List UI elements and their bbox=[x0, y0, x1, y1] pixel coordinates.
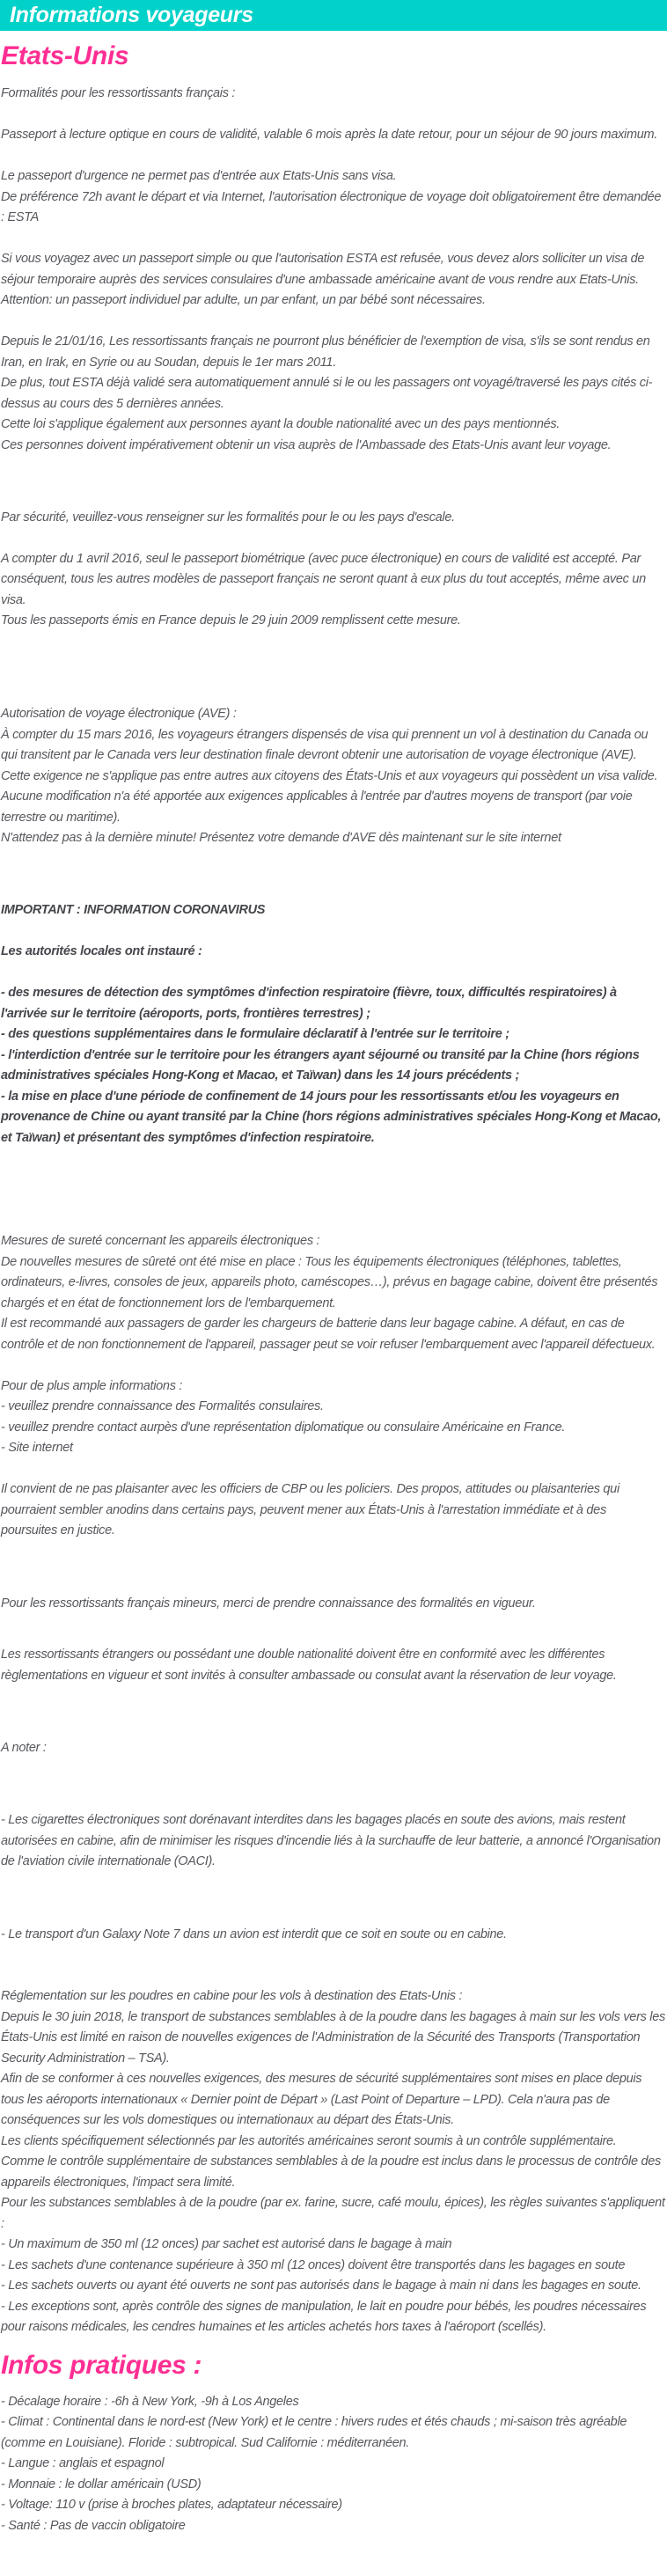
text-line: Les ressortissants étrangers ou possédant une double nationalité doivent être en conformité avec les différentes règlementations en vigueur et sont invités à consulter ambassade ou consulat avant la réservation de leur voyage. bbox=[1, 1648, 617, 1683]
text-line: Il convient de ne pas plaisanter avec les officiers de CBP ou les policiers. Des propos, attitudes ou plaisanteries qui pourraient sembler anodins dans certains pays, peuvent mener aux États-Unis à l'arrestation immédiate et à des poursuites en justice. bbox=[1, 1482, 619, 1538]
text-line: Le passeport d'urgence ne permet pas d'entrée aux Etats-Unis sans visa. bbox=[1, 169, 397, 183]
text-line: Cette loi s'applique également aux personnes ayant la double nationalité avec un des pays mentionnés. bbox=[1, 417, 561, 431]
text-line: - Les cigarettes électroniques sont dorénavant interdites dans les bagages placés en soute des avions, mais restent autorisées en cabine, afin de minimiser les risques d'incendie liés à la surchauffe de leur batterie, a annoncé l'Organisation de l'aviation civile internationale (OACI). bbox=[1, 1813, 661, 1869]
text-line: Ces personnes doivent impérativement obtenir un visa auprès de l'Ambassade des Etats-Unis avant leur voyage. bbox=[1, 437, 612, 452]
text-line: - veuillez prendre connaissance des Formalités consulaires. bbox=[1, 1399, 324, 1414]
text-line: - Climat : Continental dans le nord-est (New York) et le centre : hivers rudes et étés chauds ; mi-saison très agréable (comme en Louisiane). Floride : subtropical. Sud Californie : méditerranéen. bbox=[1, 2415, 627, 2450]
text-line: - Monnaie : le dollar américain (USD) bbox=[1, 2477, 202, 2492]
text-line: Formalités pour les ressortissants français : bbox=[1, 86, 236, 100]
paragraph bbox=[1, 1810, 665, 1873]
paragraph bbox=[1, 1925, 665, 1946]
paragraph bbox=[1, 1231, 665, 1355]
text-line: Attention: un passeport individuel par adulte, un par enfant, un par bébé sont nécessaires. bbox=[1, 293, 486, 307]
text-line: Depuis le 30 juin 2018, le transport de substances semblables à de la poudre dans les bagages à main sur les vols vers les États-Unis est limité en raison de nouvelles exigences de l'Administration de la Sécurité des Transports (Transportation Security Administration – TSA). bbox=[1, 2009, 665, 2066]
paragraph bbox=[1, 166, 665, 229]
paragraph bbox=[1, 900, 665, 921]
paragraph bbox=[1, 549, 665, 632]
text-line: - Site internet bbox=[1, 1441, 73, 1456]
text-line: Aucune modification n'a été apportée aux exigences applicables à l'entrée par d'autres moyens de transport (par voie terrestre ou maritime). bbox=[1, 789, 633, 825]
text-line: Il est recommandé aux passagers de garder les chargeurs de batterie dans leur bagage cabine. A défaut, en cas de contrôle et de non fonctionnement de l'appareil, passager peut se voir refuser l'embarquement avec l'appareil défectueux. bbox=[1, 1317, 656, 1352]
text-line: - l'interdiction d'entrée sur le territoire pour les étrangers ayant séjourné ou transité par la Chine (hors régions administratives spéciales Hong-Kong et Macao, et Taïwan) dans les 14 jours précédents ; bbox=[1, 1047, 640, 1083]
text-line: Les autorités locales ont instauré : bbox=[1, 944, 202, 959]
paragraph bbox=[1, 983, 665, 1149]
text-line: A compter du 1 avril 2016, seul le passeport biométrique (avec puce électronique) en cours de validité est accepté. Par conséquent, tous les autres modèles de passeport français ne seront quant à eux plus du tout acceptés, même avec un visa. bbox=[1, 551, 646, 607]
text-line: Les clients spécifiquement sélectionnés par les autorités américaines seront soumis à un contrôle supplémentaire. bbox=[1, 2133, 617, 2148]
paragraph bbox=[1, 1738, 665, 1759]
content-blocks bbox=[1, 84, 665, 2536]
text-line: De nouvelles mesures de sûreté ont été mise en place : Tous les équipements électroniques (téléphones, tablettes, ordinateurs, e-livres, consoles de jeux, appareils photo, caméscopes…), prévus en bagage cabine, doivent être présentés chargés et en état de fonctionnement lors de l'embarquement. bbox=[1, 1254, 658, 1310]
text-line: - Le transport d'un Galaxy Note 7 dans un avion est interdit que ce soit en soute ou en cabine. bbox=[1, 1926, 507, 1941]
paragraph bbox=[1, 249, 665, 312]
text-line: Par sécurité, veuillez-vous renseigner sur les formalités pour le ou les pays d'escale. bbox=[1, 510, 455, 525]
page-title: Informations voyageurs bbox=[10, 3, 253, 27]
text-line: Pour les ressortissants français mineurs, merci de prendre connaissance des formalités en vigueur. bbox=[1, 1596, 536, 1611]
text-line: - Voltage: 110 v (prise à broches plates, adaptateur nécessaire) bbox=[1, 2498, 342, 2512]
paragraph bbox=[1, 125, 665, 146]
paragraph bbox=[1, 942, 665, 963]
header-bar bbox=[0, 0, 667, 31]
paragraph bbox=[1, 704, 665, 849]
country-heading: Etats-Unis bbox=[1, 41, 129, 70]
text-line: Depuis le 21/01/16, Les ressortissants français ne pourront plus bénéficier de l'exemption de visa, s'ils se sont rendus en Iran, en Irak, en Syrie ou au Soudan, depuis le 1er mars 2011. bbox=[1, 334, 650, 370]
text-line: - Un maximum de 350 ml (12 onces) par sachet est autorisé dans le bagage à main bbox=[1, 2237, 452, 2251]
text-line: - Les sachets d'une contenance supérieure à 350 ml (12 onces) doivent être transportés dans les bagages en soute bbox=[1, 2257, 626, 2272]
text-line: - Langue : anglais et espagnol bbox=[1, 2456, 165, 2470]
section-heading bbox=[1, 2351, 665, 2381]
text-line: - des mesures de détection des symptômes d'infection respiratoire (fièvre, toux, difficultés respiratoires) à l'arrivée sur le territoire (aéroports, ports, frontières terrestres) ; bbox=[1, 986, 617, 1021]
paragraph bbox=[1, 2392, 665, 2537]
text-line: Infos pratiques : bbox=[1, 2350, 202, 2380]
paragraph bbox=[1, 508, 665, 529]
text-line: Mesures de sureté concernant les appareils électroniques : bbox=[1, 1234, 320, 1249]
text-line: À compter du 15 mars 2016, les voyageurs étrangers dispensés de visa qui prennent un vol à destination du Canada ou qui transitent par le Canada vers leur destination finale devront obtenir une autorisation de voyage électronique (AVE). bbox=[1, 727, 649, 762]
text-line: Passeport à lecture optique en cours de validité, valable 6 mois après la date retour, pour un séjour de 90 jours maximum. bbox=[1, 128, 658, 142]
text-line: Pour les substances semblables à de la poudre (par ex. farine, sucre, café moulu, épices), les règles suivantes s'appliquent : bbox=[1, 2196, 665, 2231]
text-line: - Santé : Pas de vaccin obligatoire bbox=[1, 2518, 186, 2533]
paragraph bbox=[1, 1986, 665, 2338]
content bbox=[0, 41, 667, 2540]
text-line: - la mise en place d'une période de confinement de 14 jours pour les ressortissants et/ou les voyageurs en provenance de Chine ou ayant transité par la Chine (hors régions administratives spéciales Hong-Kong et Macao, et Taïwan) et présentant des symptômes d'infection respiratoire. bbox=[1, 1089, 662, 1145]
text-line: N'attendez pas à la dernière minute! Présentez votre demande d'AVE dès maintenant sur le site internet bbox=[1, 831, 561, 845]
paragraph bbox=[1, 84, 665, 105]
text-line: - Décalage horaire : -6h à New York, -9h à Los Angeles bbox=[1, 2394, 299, 2409]
text-line: - des questions supplémentaires dans le formulaire déclaratif à l'entrée sur le territoire ; bbox=[1, 1027, 509, 1042]
text-line: De plus, tout ESTA déjà validé sera automatiquement annulé si le ou les passagers ont voyagé/traversé les pays cités ci-dessus au cours des 5 dernières années. bbox=[1, 376, 653, 411]
text-line: Si vous voyagez avec un passeport simple ou que l'autorisation ESTA est refusée, vous devez alors solliciter un visa de séjour temporaire auprès des services consulaires d'une ambassade américaine avant de vous rendre aux Etats-Unis. bbox=[1, 252, 645, 287]
text-line: A noter : bbox=[1, 1741, 47, 1755]
text-line: IMPORTANT : INFORMATION CORONAVIRUS bbox=[1, 903, 266, 918]
text-line: Cette exigence ne s'applique pas entre autres aux citoyens des États-Unis et aux voyageurs qui possèdent un visa valide. bbox=[1, 768, 658, 783]
paragraph bbox=[1, 1479, 665, 1542]
text-line: Comme le contrôle supplémentaire de substances semblables à de la poudre est inclus dans le processus de contrôle des appareils électroniques, l'impact sera limité. bbox=[1, 2154, 661, 2190]
paragraph bbox=[1, 1376, 665, 1459]
text-line: Réglementation sur les poudres en cabine pour les vols à destination des Etats-Unis : bbox=[1, 1989, 463, 2003]
text-line: Afin de se conformer à ces nouvelles exigences, des mesures de sécurité supplémentaires sont mises en place depuis tous les aéroports internationaux « Dernier point de Départ » (Last Point of Departure – LPD). Cela n'aura pas de conséquences sur les vols domestiques ou internationaux au départ des États-Unis. bbox=[1, 2072, 642, 2127]
text-line: - veuillez prendre contact aurpès d'une représentation diplomatique ou consulaire Américaine en France. bbox=[1, 1420, 566, 1435]
text-line: - Les sachets ouverts ou ayant été ouverts ne sont pas autorisés dans le bagage à main ni dans les bagages en soute. bbox=[1, 2279, 641, 2293]
text-line: Pour de plus ample informations : bbox=[1, 1378, 183, 1393]
text-line: Autorisation de voyage électronique (AVE) : bbox=[1, 707, 237, 721]
text-line: Tous les passeports émis en France depuis le 29 juin 2009 remplissent cette mesure. bbox=[1, 613, 461, 628]
paragraph bbox=[1, 1645, 665, 1686]
text-line: De préférence 72h avant le départ et via Internet, l'autorisation électronique de voyage doit obligatoirement être demandée : ESTA bbox=[1, 189, 662, 224]
text-line: - Les exceptions sont, après contrôle des signes de manipulation, le lait en poudre pour bébés, les poudres nécessaires pour raisons médicales, les cendres humaines et les articles achetés hors taxes à l'aéroport (scellés). bbox=[1, 2299, 647, 2334]
paragraph bbox=[1, 1594, 665, 1615]
paragraph bbox=[1, 332, 665, 456]
